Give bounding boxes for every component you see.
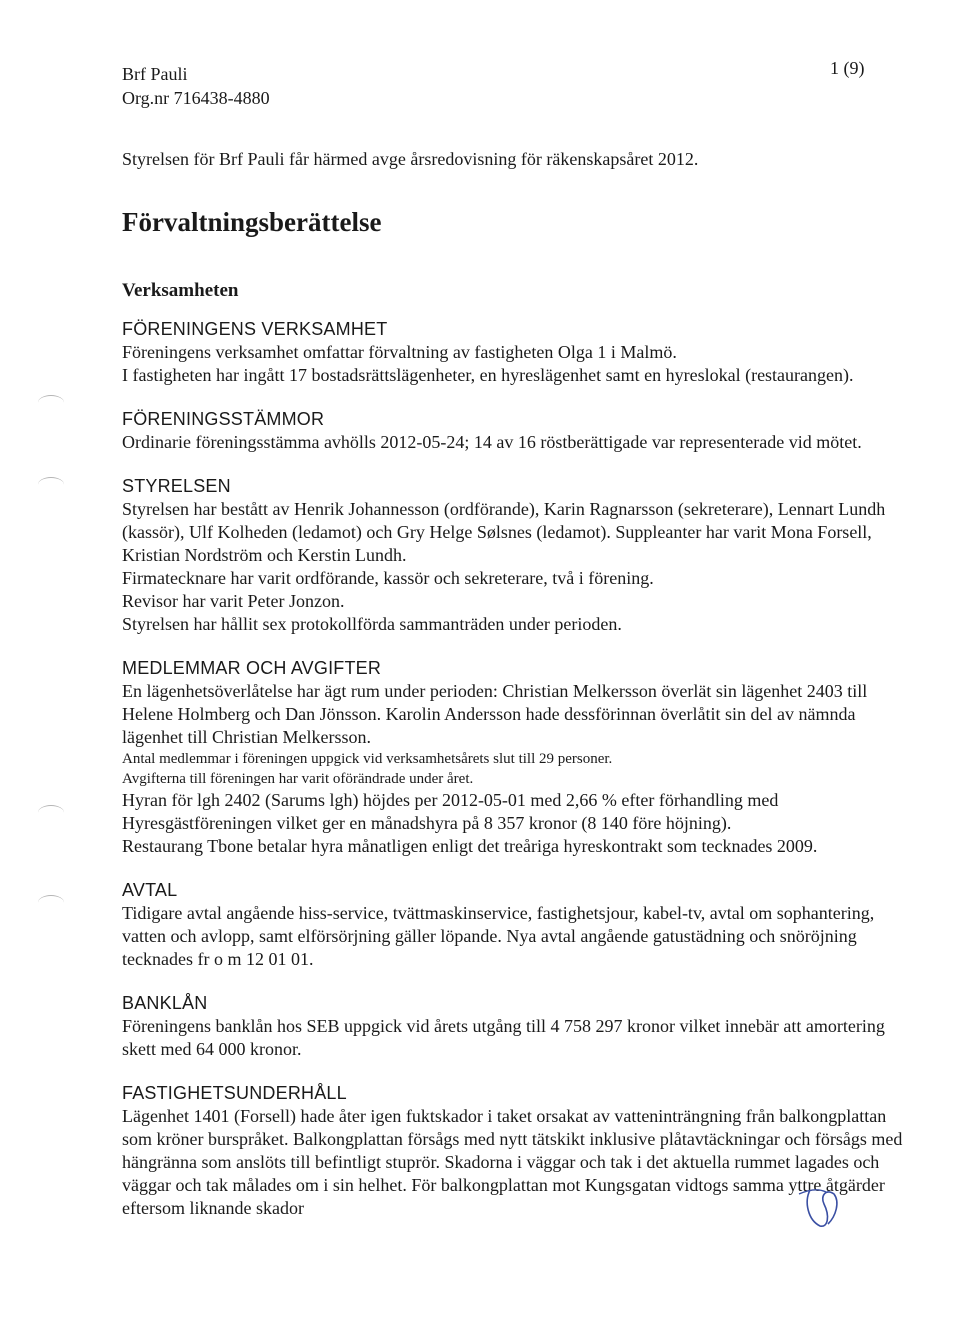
section-heading: MEDLEMMAR OCH AVGIFTER bbox=[122, 658, 382, 678]
paragraph: Tidigare avtal angående hiss-service, tvättmaskinservice, fastighetsjour, kabel-tv, avtal om sophantering, vatten och avlopp, samt elförsörjning gäller löpande. Nya avtal angående gatustädning och snöröjning tecknades fr o m 12 01 01. bbox=[122, 903, 875, 969]
letterhead bbox=[122, 62, 270, 110]
paragraph: Ordinarie föreningsstämma avhölls 2012-05-24; 14 av 16 röstberättigade var representerade vid mötet. bbox=[122, 432, 862, 452]
paragraph: Restaurang Tbone betalar hyra månatligen enligt det treåriga hyreskontrakt som tecknades 2009. bbox=[122, 836, 818, 856]
section-heading: BANKLÅN bbox=[122, 993, 208, 1013]
binder-hole-mark bbox=[38, 477, 64, 492]
handwritten-initials-signature bbox=[796, 1172, 846, 1232]
paragraph: En lägenhetsöverlåtelse har ägt rum under perioden: Christian Melkersson överlät sin lägenhet 2403 till Helene Holmberg och Dan Jönsson. Karolin Andersson hade dessförinnan överlåtit sin del av nämnda lägenhet till Christian Melkersson. bbox=[122, 681, 868, 747]
section-heading: FÖRENINGSSTÄMMOR bbox=[122, 409, 325, 429]
paragraph: Firmatecknare har varit ordförande, kassör och sekreterare, två i förening. bbox=[122, 568, 654, 588]
section-banklan bbox=[122, 992, 912, 1061]
paragraph-small: Antal medlemmar i föreningen uppgick vid verksamhetsårets slut till 29 personer. bbox=[122, 751, 613, 767]
report-body bbox=[122, 318, 912, 1241]
binder-hole-mark bbox=[38, 395, 64, 410]
section-heading: FÖRENINGENS VERKSAMHET bbox=[122, 319, 388, 339]
section-foreningsstammor bbox=[122, 408, 912, 454]
paragraph: Lägenhet 1401 (Forsell) hade åter igen fuktskador i taket orsakat av vatteninträngning från balkongplattan som kröner burspråket. Balkongplattan försågs med nytt tätskikt inklusive plåtavtäckningar och försågs med hängränna som anslöts till befintligt stuprör. Skadorna i väggar och tak i det aktuella rummet lagades och väggar och tak målades om i sin helhet. För balkongplattan mot Kungsgatan vidtogs samma yttre åtgärder eftersom liknande skador bbox=[122, 1106, 903, 1218]
paragraph: Föreningens verksamhet omfattar förvaltning av fastigheten Olga 1 i Malmö. bbox=[122, 342, 677, 362]
section-fastighetsunderhall bbox=[122, 1082, 912, 1220]
paragraph: Styrelsen har bestått av Henrik Johannesson (ordförande), Karin Ragnarsson (sekreterare), Lennart Lundh (kassör), Ulf Kolheden (ledamot) och Gry Helge Sølsnes (ledamot). Suppleanter har varit Mona Forsell, Kristian Nordström och Kerstin Lundh. bbox=[122, 499, 886, 565]
binder-hole-mark bbox=[38, 895, 64, 910]
paragraph: Styrelsen har hållit sex protokollförda sammanträden under perioden. bbox=[122, 614, 622, 634]
section-foreningens-verksamhet bbox=[122, 318, 912, 387]
page-number: 1 (9) bbox=[830, 58, 865, 78]
organization-number: Org.nr 716438-4880 bbox=[122, 88, 270, 108]
document-title: Förvaltningsberättelse bbox=[122, 207, 382, 237]
section-heading: FASTIGHETSUNDERHÅLL bbox=[122, 1083, 347, 1103]
section-heading: AVTAL bbox=[122, 880, 178, 900]
paragraph: I fastigheten har ingått 17 bostadsrättslägenheter, en hyreslägenhet samt en hyreslokal (restaurangen). bbox=[122, 365, 854, 385]
paragraph: Föreningens banklån hos SEB uppgick vid årets utgång till 4 758 297 kronor vilket innebär att amortering skett med 64 000 kronor. bbox=[122, 1016, 885, 1059]
section-subtitle: Verksamheten bbox=[122, 280, 239, 301]
section-avtal bbox=[122, 879, 912, 971]
section-medlemmar-och-avgifter bbox=[122, 657, 912, 858]
paragraph-small: Avgifterna till föreningen har varit oförändrade under året. bbox=[122, 771, 474, 787]
section-heading: STYRELSEN bbox=[122, 476, 231, 496]
organization-name: Brf Pauli bbox=[122, 64, 188, 84]
paragraph: Hyran för lgh 2402 (Sarums lgh) höjdes per 2012-05-01 med 2,66 % efter förhandling med Hyresgästföreningen vilket ger en månadshyra på 8 357 kronor (8 140 före höjning). bbox=[122, 790, 779, 833]
section-styrelsen bbox=[122, 475, 912, 636]
binder-hole-mark bbox=[38, 805, 64, 820]
intro-sentence: Styrelsen för Brf Pauli får härmed avge årsredovisning för räkenskapsåret 2012. bbox=[122, 149, 699, 169]
paragraph: Revisor har varit Peter Jonzon. bbox=[122, 591, 345, 611]
